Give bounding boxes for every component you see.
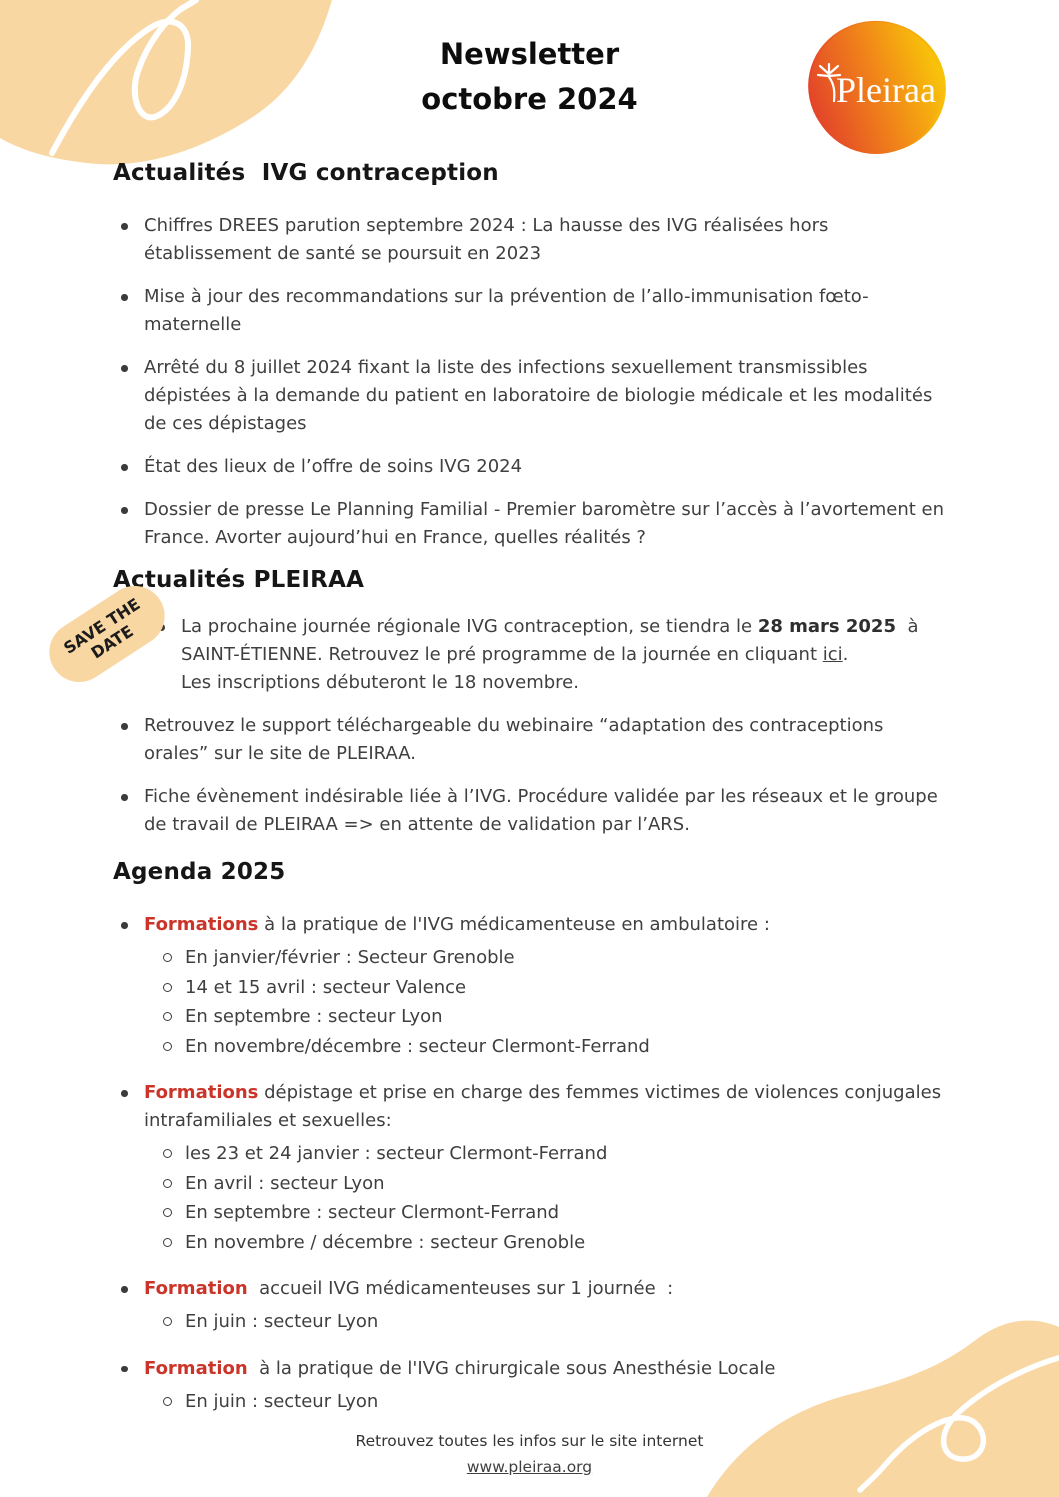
agenda-sub-item: En novembre / décembre : secteur Grenoble — [185, 1228, 949, 1258]
news-item: Mise à jour des recommandations sur la prévention de l’allo-immunisation fœto-maternelle — [144, 283, 949, 339]
pleiraa-item-journee-regionale: La prochaine journée régionale IVG contraception, se tiendra le 28 mars 2025 à SAINT-ÉTIENNE. Retrouvez le pré programme de la journée en cliquant ici. Les inscriptions débuteront le 18 novembre. — [181, 613, 949, 697]
footer — [0, 1428, 1059, 1480]
section-news-ivg — [113, 160, 949, 552]
agenda-item-formations-violences: Formations dépistage et prise en charge des femmes victimes de violences conjugales intrafamiliales et sexuelles: les 23 et 24 janvier : secteur Clermont-Ferrand En avril : secteur Lyon En septembre : secteur Clermont-Ferrand En novembre / décembre : secteur Grenoble — [144, 1079, 949, 1257]
save-the-date-label: SAVE THE DATE — [60, 594, 144, 663]
section-pleiraa — [113, 567, 949, 839]
agenda-sub-item: En janvier/février : Secteur Grenoble — [185, 943, 949, 973]
pleiraa-item-fiche-evenement: Fiche évènement indésirable liée à l’IVG. Procédure validée par les réseaux et le groupe de travail de PLEIRAA => en attente de validation par l’ARS. — [144, 783, 949, 839]
news-item: Chiffres DREES parution septembre 2024 : La hausse des IVG réalisées hors établissement de santé se poursuit en 2023 — [144, 212, 949, 268]
news-item: Arrêté du 8 juillet 2024 fixant la liste des infections sexuellement transmissibles dépistées à la demande du patient en laboratoire de biologie médicale et les modalités de ces dépistages — [144, 354, 949, 438]
agenda-sub-item: En avril : secteur Lyon — [185, 1169, 949, 1199]
news-item: État des lieux de l’offre de soins IVG 2024 — [144, 453, 949, 481]
agenda-sub-item: En juin : secteur Lyon — [185, 1307, 949, 1337]
agenda-sub-item: En juin : secteur Lyon — [185, 1387, 949, 1417]
agenda-sub-item: En septembre : secteur Lyon — [185, 1002, 949, 1032]
website-link[interactable]: www.pleiraa.org — [466, 1458, 593, 1476]
news-item: Dossier de presse Le Planning Familial - Premier baromètre sur l’accès à l’avortement en France. Avorter aujourd’hui en France, quelles réalités ? — [144, 496, 949, 552]
page-title-line2: octobre 2024 — [421, 82, 638, 116]
agenda-sub-item: les 23 et 24 janvier : secteur Clermont-Ferrand — [185, 1139, 949, 1169]
agenda-sublist — [144, 1387, 949, 1417]
formation-lead: Formations — [144, 914, 259, 935]
pleiraa-item-webinaire: Retrouvez le support téléchargeable du webinaire “adaptation des contraceptions orales” sur le site de PLEIRAA. — [144, 712, 949, 768]
formation-lead: Formation — [144, 1357, 248, 1379]
agenda-item-formation-accueil-ivg: Formation accueil IVG médicamenteuses sur 1 journée : En juin : secteur Lyon — [144, 1275, 949, 1337]
formation-lead: Formations — [144, 1082, 259, 1103]
section-heading-news: Actualités IVG contraception — [113, 160, 499, 186]
agenda-sublist — [144, 943, 949, 1061]
section-heading-pleiraa: Actualités PLEIRAA — [113, 567, 365, 593]
formation-lead: Formation — [144, 1278, 248, 1299]
agenda-sub-item: En novembre/décembre : secteur Clermont-Ferrand — [185, 1032, 949, 1062]
page-title-line1: Newsletter — [439, 37, 620, 71]
agenda-item-formation-ivg-chirurgicale: Formation à la pratique de l'IVG chirurgicale sous Anesthésie Locale En juin : secteur Lyon — [144, 1355, 949, 1417]
agenda-sublist — [144, 1307, 949, 1337]
agenda-sublist — [144, 1139, 949, 1257]
pleiraa-logo — [804, 14, 950, 160]
agenda-list — [113, 911, 949, 1416]
agenda-item-formations-ivg-medicamenteuse: Formations à la pratique de l'IVG médicamenteuse en ambulatoire : En janvier/février : Secteur Grenoble 14 et 15 avril : secteur Valence En septembre : secteur Lyon En novembre/décembre : secteur Clermont-Ferrand — [144, 911, 949, 1061]
logo-text: Pleiraa — [836, 70, 936, 110]
header — [0, 0, 1059, 160]
inscriptions-note: Les inscriptions débuteront le 18 novembre. — [181, 672, 579, 693]
section-agenda — [113, 859, 949, 1416]
ici-link[interactable]: ici — [822, 644, 843, 665]
content — [0, 160, 1059, 1416]
date-emphasis: 28 mars 2025 — [757, 616, 896, 637]
agenda-sub-item: En septembre : secteur Clermont-Ferrand — [185, 1198, 949, 1228]
footer-text: Retrouvez toutes les infos sur le site internet — [355, 1432, 704, 1450]
news-list — [113, 212, 949, 552]
agenda-sub-item: 14 et 15 avril : secteur Valence — [185, 973, 949, 1003]
section-heading-agenda: Agenda 2025 — [113, 859, 286, 885]
pleiraa-list — [113, 613, 949, 839]
